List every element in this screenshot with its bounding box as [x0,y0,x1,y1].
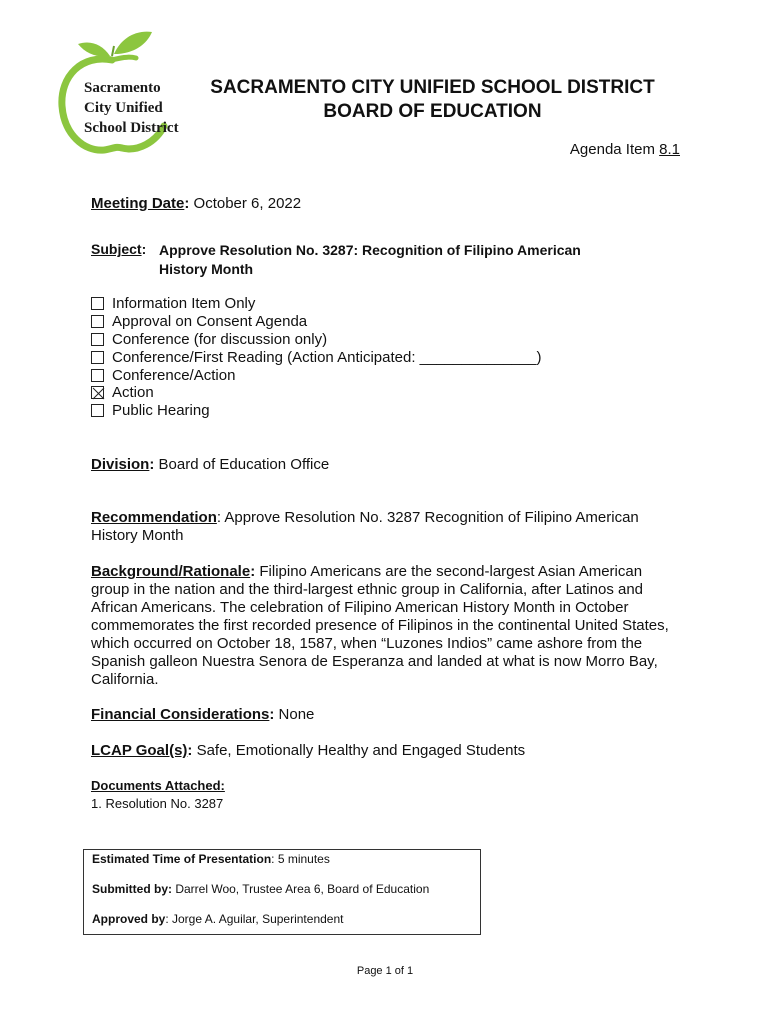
meeting-date-colon: : [184,195,190,212]
subject-line-2: History Month [159,261,254,277]
meeting-date-label: Meeting Date [91,195,185,212]
recommendation-label: Recommendation [91,509,217,526]
recommendation [91,509,666,545]
subject-text [159,241,639,279]
background-colon: : [250,563,256,580]
subject-colon: : [141,241,147,257]
financial-label: Financial Considerations [91,706,270,723]
submitted-value: Darrel Woo, Trustee Area 6, Board of Education [172,882,430,896]
logo-line: City Unified [84,100,163,116]
agenda-label: Agenda Item [569,141,660,158]
lcap-colon: : [187,742,193,759]
time-label: Estimated Time of Presentation [92,852,272,866]
background-label: Background/Rationale [91,563,251,580]
time-row [92,852,330,866]
meeting-date-value: October 6, 2022 [189,195,302,212]
checklist-label: Action [112,384,154,402]
financial-colon: : [269,706,275,723]
checklist-item [91,402,541,420]
division [91,456,681,474]
checked-box-icon [91,386,104,399]
page-number: Page 1 of 1 [356,965,414,977]
checklist-item [91,331,541,349]
checkbox-icon [91,404,104,417]
presentation-summary-box [83,849,481,935]
lcap-value: Safe, Emotionally Healthy and Engaged Students [192,742,526,759]
financial-considerations [91,706,681,724]
lcap-goals [91,742,681,760]
logo-line: School District [84,120,179,136]
documents-label: Documents Attached: [91,778,225,793]
checklist-label: Conference (for discussion only) [112,330,328,348]
checklist-label: Information Item Only [112,295,256,313]
logo-line: Sacramento [84,80,161,96]
checklist-label: Conference/First Reading (Action Anticipated: ______________) [112,348,542,366]
checkbox-icon [91,315,104,328]
title-line-1: SACRAMENTO CITY UNIFIED SCHOOL DISTRICT [210,77,655,98]
checklist-item [91,384,541,402]
checklist-label: Conference/Action [112,366,236,384]
division-value: Board of Education Office [154,456,330,473]
agenda-number: 8.1 [659,141,680,158]
subject-label [91,241,146,257]
subject-label-text: Subject [91,241,142,257]
approved-value: : Jorge A. Aguilar, Superintendent [165,912,344,926]
checklist-item [91,295,541,313]
lcap-label: LCAP Goal(s) [91,742,188,759]
agenda-item [570,141,680,158]
background-rationale [91,563,683,689]
checkbox-icon [91,369,104,382]
submitted-label: Submitted by: [92,882,172,896]
checkbox-icon [91,351,104,364]
background-value: Filipino Americans are the second-largest Asian American group in the nation and the third-largest ethnic group in California, after Latinos and African Americans. The celebration of Filipino American History Month in October commemorates the first recorded presence of Filipinos in the continental United States, which occurred on October 18, 1587, when “Luzones Indios” came ashore from the Spanish galleon Nuestra Senora de Esperanza and landed at what is now Morro Bay, California. [91,563,669,688]
checklist-item [91,366,541,384]
division-colon: : [149,456,155,473]
financial-value: None [274,706,315,723]
approved-label: Approved by [92,912,166,926]
approved-row [92,912,343,926]
checklist-label: Approval on Consent Agenda [112,313,308,331]
page-title [160,76,705,124]
time-value: : 5 minutes [271,852,330,866]
meeting-date [91,195,681,213]
documents-item: 1. Resolution No. 3287 [91,796,224,811]
checklist-item [91,348,541,366]
division-label: Division [91,456,150,473]
documents-attached [91,777,681,813]
checklist-label: Public Hearing [112,402,210,420]
submitted-row [92,882,429,896]
subject-line-1: Approve Resolution No. 3287: Recognition of Filipino American [159,242,581,258]
recommendation-value: Approve Resolution No. 3287 Recognition of Filipino American History Month [91,509,639,544]
checkbox-icon [91,297,104,310]
title-line-2: BOARD OF EDUCATION [323,101,542,122]
checklist-item [91,313,541,331]
checkbox-icon [91,333,104,346]
agenda-type-checklist [91,295,541,420]
recommendation-colon: : [216,509,222,526]
